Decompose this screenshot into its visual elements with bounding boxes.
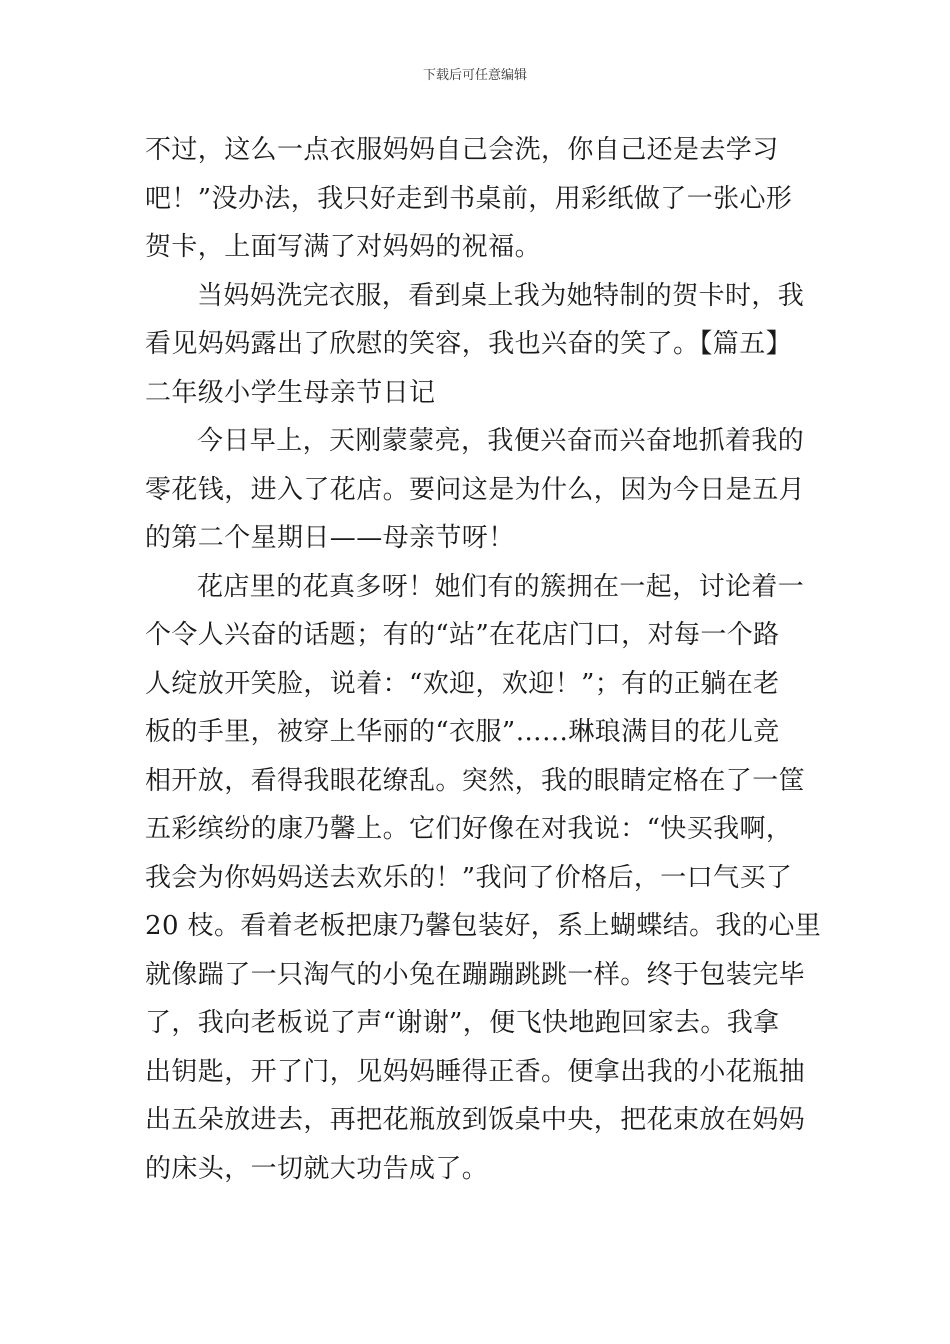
paragraph-start-line: 当妈妈洗完衣服，看到桌上我为她特制的贺卡时，我 bbox=[197, 280, 805, 311]
text-line: 的第二个星期日——母亲节呀！ bbox=[145, 523, 515, 553]
text-line: 我会为你妈妈送去欢乐的！”我问了价格后，一口气买了 bbox=[145, 862, 793, 893]
text-line: 出五朵放进去，再把花瓶放到饭桌中央，把花束放在妈妈 bbox=[145, 1105, 806, 1135]
page-header: 下载后可任意编辑 bbox=[422, 68, 527, 83]
text-line: 出钥匙，开了门，见妈妈睡得正香。便拿出我的小花瓶抽 bbox=[145, 1056, 806, 1087]
text-line: 五彩缤纷的康乃馨上。它们好像在对我说：“快买我啊， bbox=[145, 814, 793, 844]
paragraph-start-line: 今日早上，天刚蒙蒙亮，我便兴奋而兴奋地抓着我的 bbox=[197, 426, 805, 456]
text-line: 不过，这么一点衣服妈妈自己会洗，你自己还是去学习 bbox=[145, 135, 779, 165]
text-line: 就像踹了一只淘气的小兔在蹦蹦跳跳一样。终于包装完毕 bbox=[145, 959, 806, 990]
text-line: 个令人兴奋的话题；有的“站”在花店门口，对每一个路 bbox=[145, 620, 780, 650]
text-line: 板的手里，被穿上华丽的“衣服”……琳琅满目的花儿竞 bbox=[145, 717, 780, 747]
text-line: 的床头，一切就大功告成了。 bbox=[145, 1153, 489, 1184]
text-line: 人绽放开笑脸，说着：“欢迎，欢迎！”；有的正躺在老 bbox=[145, 668, 780, 699]
text-line: 看见妈妈露出了欣慰的笑容，我也兴奋的笑了。【篇五】 bbox=[145, 329, 793, 359]
text-line: 20 枝。看着老板把康乃馨包装好，系上蝴蝶结。我的心里 bbox=[145, 911, 822, 941]
document-body bbox=[145, 126, 822, 1193]
text-line: 贺卡，上面写满了对妈妈的祝福。 bbox=[145, 232, 542, 262]
section-title-line: 二年级小学生母亲节日记 bbox=[145, 377, 436, 408]
paragraph-start-line: 花店里的花真多呀！她们有的簇拥在一起，讨论着一 bbox=[197, 571, 805, 602]
text-line: 了，我向老板说了声“谢谢”，便飞快地跑回家去。我拿 bbox=[145, 1008, 780, 1038]
text-line: 相开放，看得我眼花缭乱。突然，我的眼睛定格在了一筐 bbox=[145, 765, 806, 796]
text-line: 零花钱，进入了花店。要问这是为什么，因为今日是五月 bbox=[145, 474, 806, 505]
text-line: 吧！”没办法，我只好走到书桌前，用彩纸做了一张心形 bbox=[145, 183, 793, 214]
